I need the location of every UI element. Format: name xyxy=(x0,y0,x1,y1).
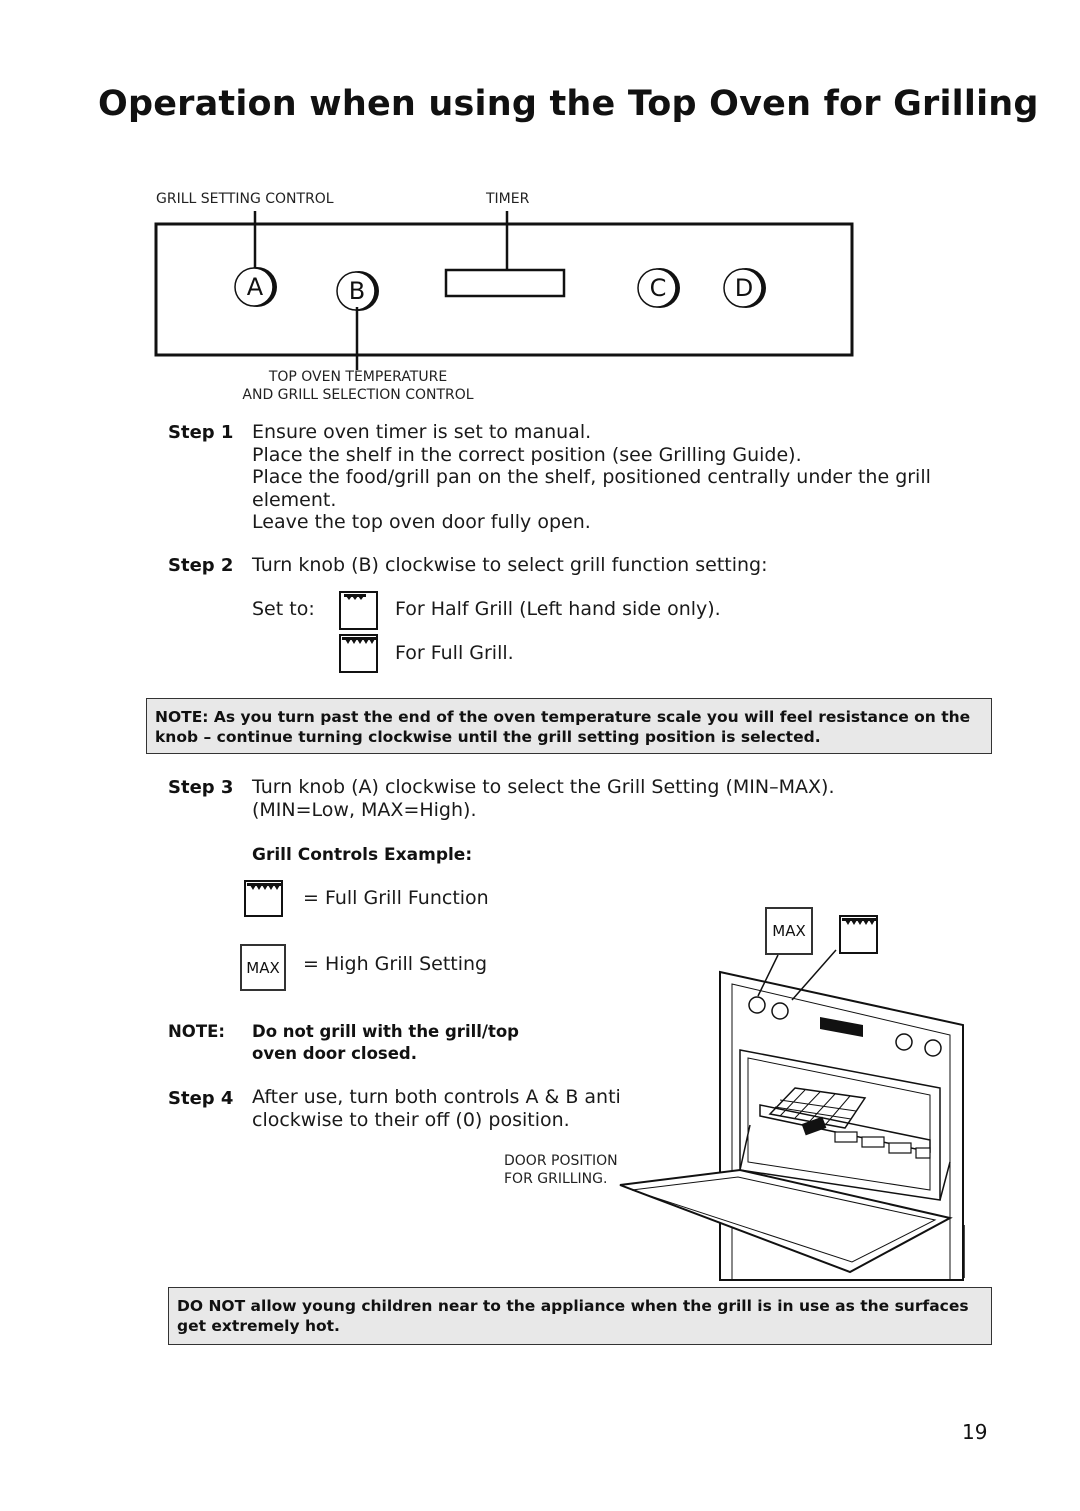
timer-label: TIMER xyxy=(486,191,530,207)
half-grill-icon xyxy=(338,590,380,632)
step-1-line-4: Leave the top oven door fully open. xyxy=(252,511,591,533)
step-1-line-1: Ensure oven timer is set to manual. xyxy=(252,421,592,443)
page-number: 19 xyxy=(962,1420,988,1444)
door-note-label: NOTE: xyxy=(168,1022,225,1041)
full-grill-function-icon xyxy=(243,879,285,919)
step-4-label: Step 4 xyxy=(168,1088,234,1109)
full-grill-function-text: = Full Grill Function xyxy=(303,887,489,909)
step-1-line-3: Place the food/grill pan on the shelf, positioned centrally under the grill element. xyxy=(252,466,931,511)
knob-a-label: A xyxy=(246,273,264,301)
door-position-label-line2: FOR GRILLING. xyxy=(504,1171,608,1187)
step-1-line-2: Place the shelf in the correct position (see Grilling Guide). xyxy=(252,443,802,466)
step-3-label: Step 3 xyxy=(168,777,234,798)
oven-max-label: MAX xyxy=(772,922,806,940)
timer-display xyxy=(446,270,564,296)
full-grill-icon xyxy=(338,633,380,675)
step-1-label: Step 1 xyxy=(168,422,234,443)
full-grill-text: For Full Grill. xyxy=(395,642,514,664)
step-2-label: Step 2 xyxy=(168,555,234,576)
step-4-text: After use, turn both controls A & B anti clockwise to their off (0) position. xyxy=(252,1086,621,1131)
max-setting-label: MAX xyxy=(246,958,280,977)
door-position-label-line1: DOOR POSITION xyxy=(504,1153,618,1169)
resistance-note: NOTE: As you turn past the end of the oven temperature scale you will feel resistance on the knob – continue turning clockwise until the grill setting position is selected. xyxy=(146,698,992,754)
max-setting-icon xyxy=(240,944,286,991)
grill-setting-control-label: GRILL SETTING CONTROL xyxy=(156,191,334,207)
step-1-text xyxy=(252,421,982,534)
step-3-text: Turn knob (A) clockwise to select the Grill Setting (MIN–MAX). (MIN=Low, MAX=High). xyxy=(252,776,835,821)
knob-c-label: C xyxy=(649,274,667,302)
page-title: Operation when using the Top Oven for Grilling xyxy=(98,84,1039,124)
door-note-text: Do not grill with the grill/top oven door closed. xyxy=(252,1022,519,1063)
oven-illustration xyxy=(504,900,1000,1285)
grill-controls-example-heading: Grill Controls Example: xyxy=(252,845,473,865)
top-oven-control-label-line2: AND GRILL SELECTION CONTROL xyxy=(242,387,474,403)
knob-b-label: B xyxy=(348,277,366,305)
top-oven-control-label-line1: TOP OVEN TEMPERATURE xyxy=(268,369,448,385)
children-warning: DO NOT allow young children near to the appliance when the grill is in use as the surfaces get extremely hot. xyxy=(168,1287,992,1345)
oven-drawing xyxy=(600,900,1000,1285)
half-grill-text: For Half Grill (Left hand side only). xyxy=(395,598,721,620)
knob-d-label: D xyxy=(734,274,754,302)
high-grill-setting-text: = High Grill Setting xyxy=(303,953,488,975)
set-to-label: Set to: xyxy=(252,598,315,620)
step-2-text: Turn knob (B) clockwise to select grill function setting: xyxy=(252,554,768,576)
control-panel-diagram xyxy=(150,185,870,415)
